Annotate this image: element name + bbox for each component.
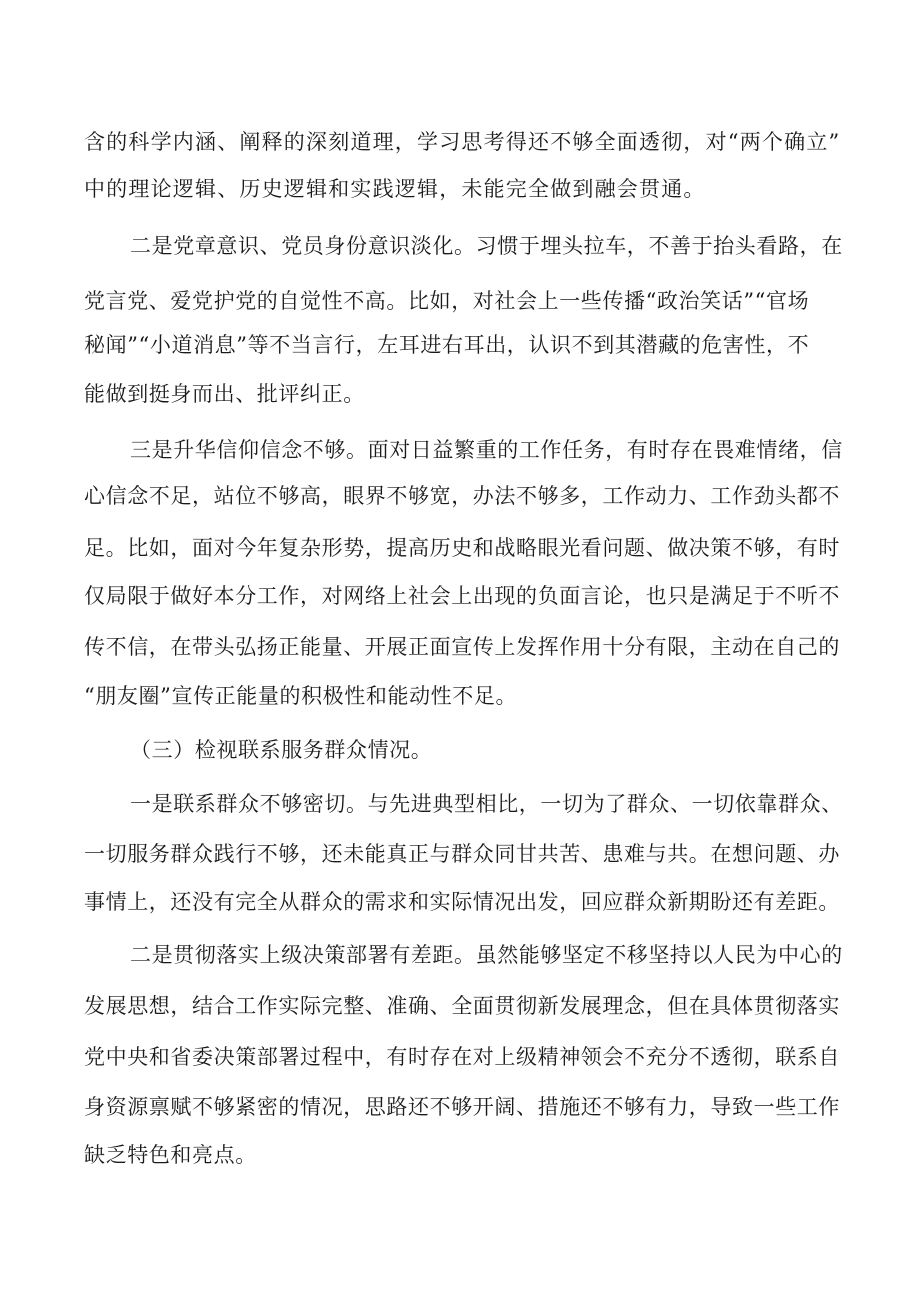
text-line: 秘闻”“小道消息”等不当言行，左耳进右耳出，认识不到其潜藏的危害性，不: [84, 333, 810, 357]
text-line: 一是联系群众不够密切。与先进典型相比，一切为了群众、一切依靠群众、: [130, 792, 843, 816]
text-line: 缺乏特色和亮点。: [84, 1143, 257, 1167]
text-line: 党言党、爱党护党的自觉性不高。比如，对社会上一些传播“政治笑话”“官场: [84, 289, 810, 313]
text-line: 心信念不足，站位不够高，眼界不够宽，办法不够多，工作动力、工作劲头都不: [84, 484, 840, 508]
text-line: 含的科学内涵、阐释的深刻道理，学习思考得还不够全面透彻，对“两个确立”: [84, 130, 841, 154]
text-line: 发展思想，结合工作实际完整、准确、全面贯彻新发展理念，但在具体贯彻落实: [84, 994, 840, 1018]
text-line: 仅局限于做好本分工作，对网络上社会上出现的负面言论，也只是满足于不听不: [84, 584, 840, 608]
text-line: 足。比如，面对今年复杂形势，提高历史和战略眼光看问题、做决策不够，有时: [84, 536, 840, 560]
text-line: 身资源禀赋不够紧密的情况，思路还不够开阔、措施还不够有力，导致一些工作: [84, 1095, 840, 1119]
text-line: 三是升华信仰信念不够。面对日益繁重的工作任务，有时存在畏难情绪，信: [130, 438, 843, 462]
text-line: 二是党章意识、党员身份意识淡化。习惯于埋头拉车，不善于抬头看路，在: [130, 234, 843, 258]
text-line: “朋友圈”宣传正能量的积极性和能动性不足。: [84, 684, 518, 708]
text-line: 能做到挺身而出、批评纠正。: [84, 382, 365, 406]
text-line: 中的理论逻辑、历史逻辑和实践逻辑，未能完全做到融会贯通。: [84, 177, 706, 201]
text-line: 事情上，还没有完全从群众的需求和实际情况出发，回应群众新期盼还有差距。: [84, 890, 840, 914]
text-line: 党中央和省委决策部署过程中，有时存在对上级精神领会不充分不透彻，联系自: [84, 1045, 840, 1069]
section-heading: （三）检视联系服务群众情况。: [130, 738, 433, 762]
text-line: 二是贯彻落实上级决策部署有差距。虽然能够坚定不移坚持以人民为中心的: [130, 943, 843, 967]
text-line: 传不信，在带头弘扬正能量、开展正面宣传上发挥作用十分有限，主动在自己的: [84, 635, 840, 659]
text-line: 一切服务群众践行不够，还未能真正与群众同甘共苦、患难与共。在想问题、办: [84, 842, 840, 866]
